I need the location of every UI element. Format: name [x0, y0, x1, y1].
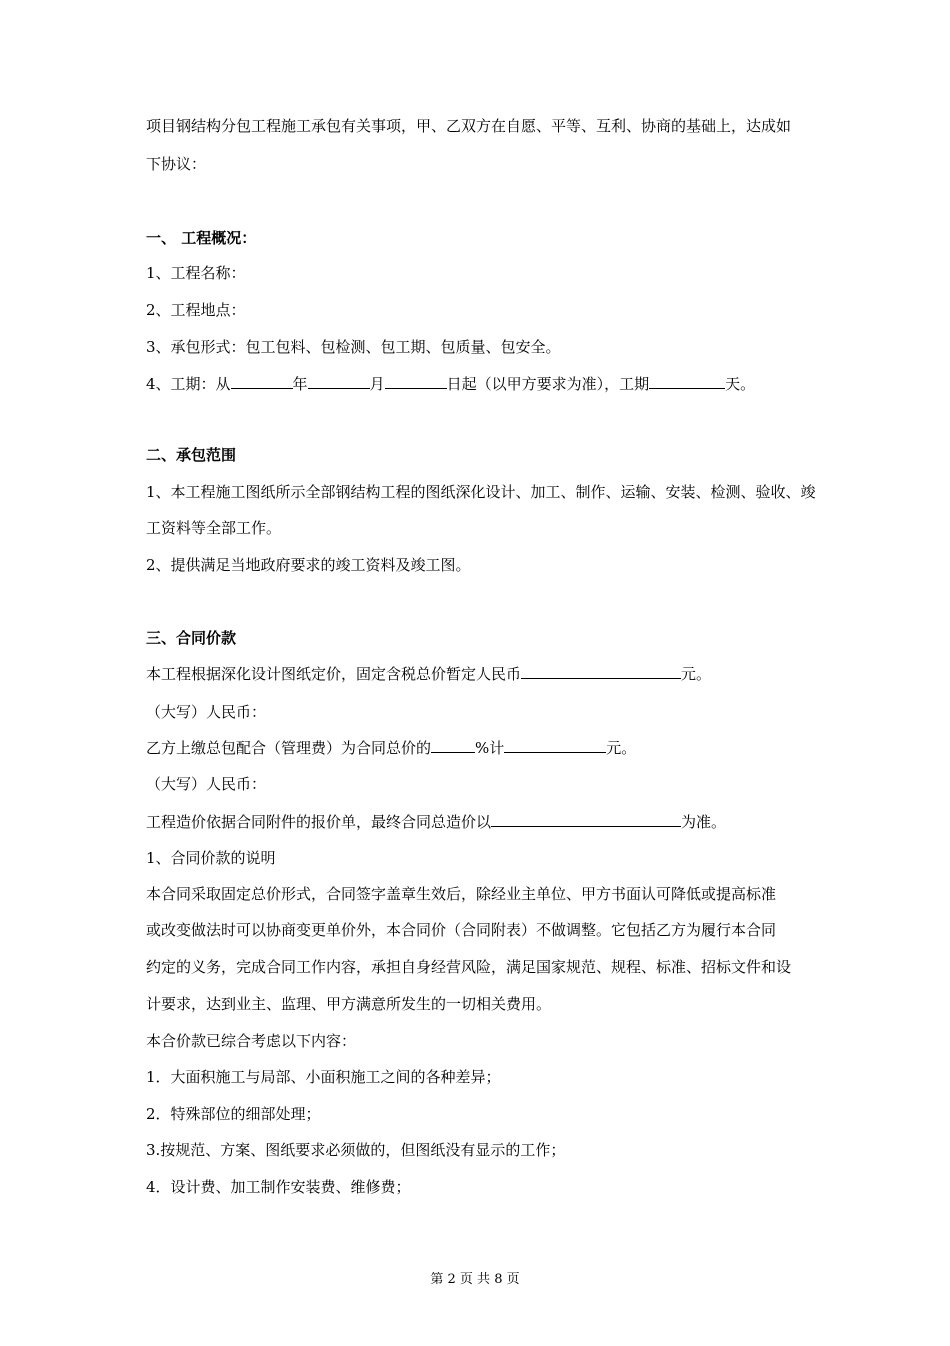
days-suffix: 天。: [725, 375, 756, 393]
month-blank: [308, 374, 370, 389]
section-1-heading: 一、 工程概况：: [146, 229, 257, 247]
year-label: 年: [292, 375, 308, 393]
price-line: [146, 664, 816, 684]
considered-item-3: 3.按规范、方案、图纸要求必须做的，但图纸没有显示的工作；: [146, 1141, 566, 1159]
year-blank: [231, 374, 293, 389]
price-explanation-title: 1、合同价款的说明: [146, 849, 276, 867]
duration-days-blank: [649, 374, 725, 389]
considered-contents-intro: 本合价款已综合考虑以下内容：: [146, 1032, 357, 1050]
intro-line-2: 下协议：: [146, 155, 207, 173]
duration-prefix: 4、工期：从: [146, 375, 231, 393]
day-blank: [385, 374, 447, 389]
fee-suffix: 元。: [606, 739, 637, 757]
day-label: 日起（以甲方要求为准），工期: [446, 375, 650, 393]
final-prefix: 工程造价依据合同附件的报价单，最终合同总造价以: [146, 813, 492, 831]
price-prefix: 本工程根据深化设计图纸定价，固定含税总价暂定人民币: [146, 665, 522, 683]
final-price-line: [146, 812, 816, 832]
price-suffix: 元。: [681, 665, 712, 683]
page-number-footer: 第 2 页 共 8 页: [430, 1272, 520, 1287]
contract-form-item: 3、承包形式：包工包料、包检测、包工期、包质量、包安全。: [146, 338, 561, 356]
daxie-line-1: （大写）人民币：: [146, 703, 267, 721]
scope-item-2: 2、提供满足当地政府要求的竣工资料及竣工图。: [146, 556, 471, 574]
section-3-heading: 三、合同价款: [146, 629, 237, 647]
considered-item-2: 2．特殊部位的细部处理；: [146, 1105, 321, 1123]
project-name-item: 1、工程名称：: [146, 264, 246, 282]
fee-mid: %计: [475, 739, 505, 757]
explanation-line-4: 计要求，达到业主、监理、甲方满意所发生的一切相关费用。: [146, 995, 552, 1013]
scope-item-1-line-2: 工资料等全部工作。: [146, 519, 282, 537]
fee-amount-blank: [504, 738, 606, 753]
explanation-line-1: 本合同采取固定总价形式，合同签字盖章生效后，除经业主单位、甲方书面认可降低或提高标准: [146, 885, 777, 903]
scope-item-1-line-1: 1、本工程施工图纸所示全部钢结构工程的图纸深化设计、加工、制作、运输、安装、检测、验收、竣: [146, 483, 816, 501]
intro-line-1: 项目钢结构分包工程施工承包有关事项，甲、乙双方在自愿、平等、互利、协商的基础上，达成如: [146, 117, 792, 135]
explanation-line-3: 约定的义务，完成合同工作内容，承担自身经营风险，满足国家规范、规程、标准、招标文件和设: [146, 958, 792, 976]
daxie-line-2: （大写）人民币：: [146, 775, 267, 793]
final-price-blank: [491, 812, 681, 827]
price-blank: [521, 664, 681, 679]
final-suffix: 为准。: [681, 813, 727, 831]
explanation-line-2: 或改变做法时可以协商变更单价外，本合同价（合同附表）不做调整。它包括乙方为履行本合同: [146, 921, 777, 939]
considered-item-4: 4．设计费、加工制作安装费、维修费；: [146, 1178, 411, 1196]
fee-percent-blank: [431, 738, 475, 753]
management-fee-line: [146, 738, 816, 758]
month-label: 月: [369, 375, 385, 393]
section-2-heading: 二、承包范围: [146, 446, 237, 464]
project-location-item: 2、工程地点：: [146, 301, 246, 319]
considered-item-1: 1．大面积施工与局部、小面积施工之间的各种差异；: [146, 1068, 501, 1086]
fee-prefix: 乙方上缴总包配合（管理费）为合同总价的: [146, 739, 432, 757]
duration-item: [146, 374, 816, 394]
